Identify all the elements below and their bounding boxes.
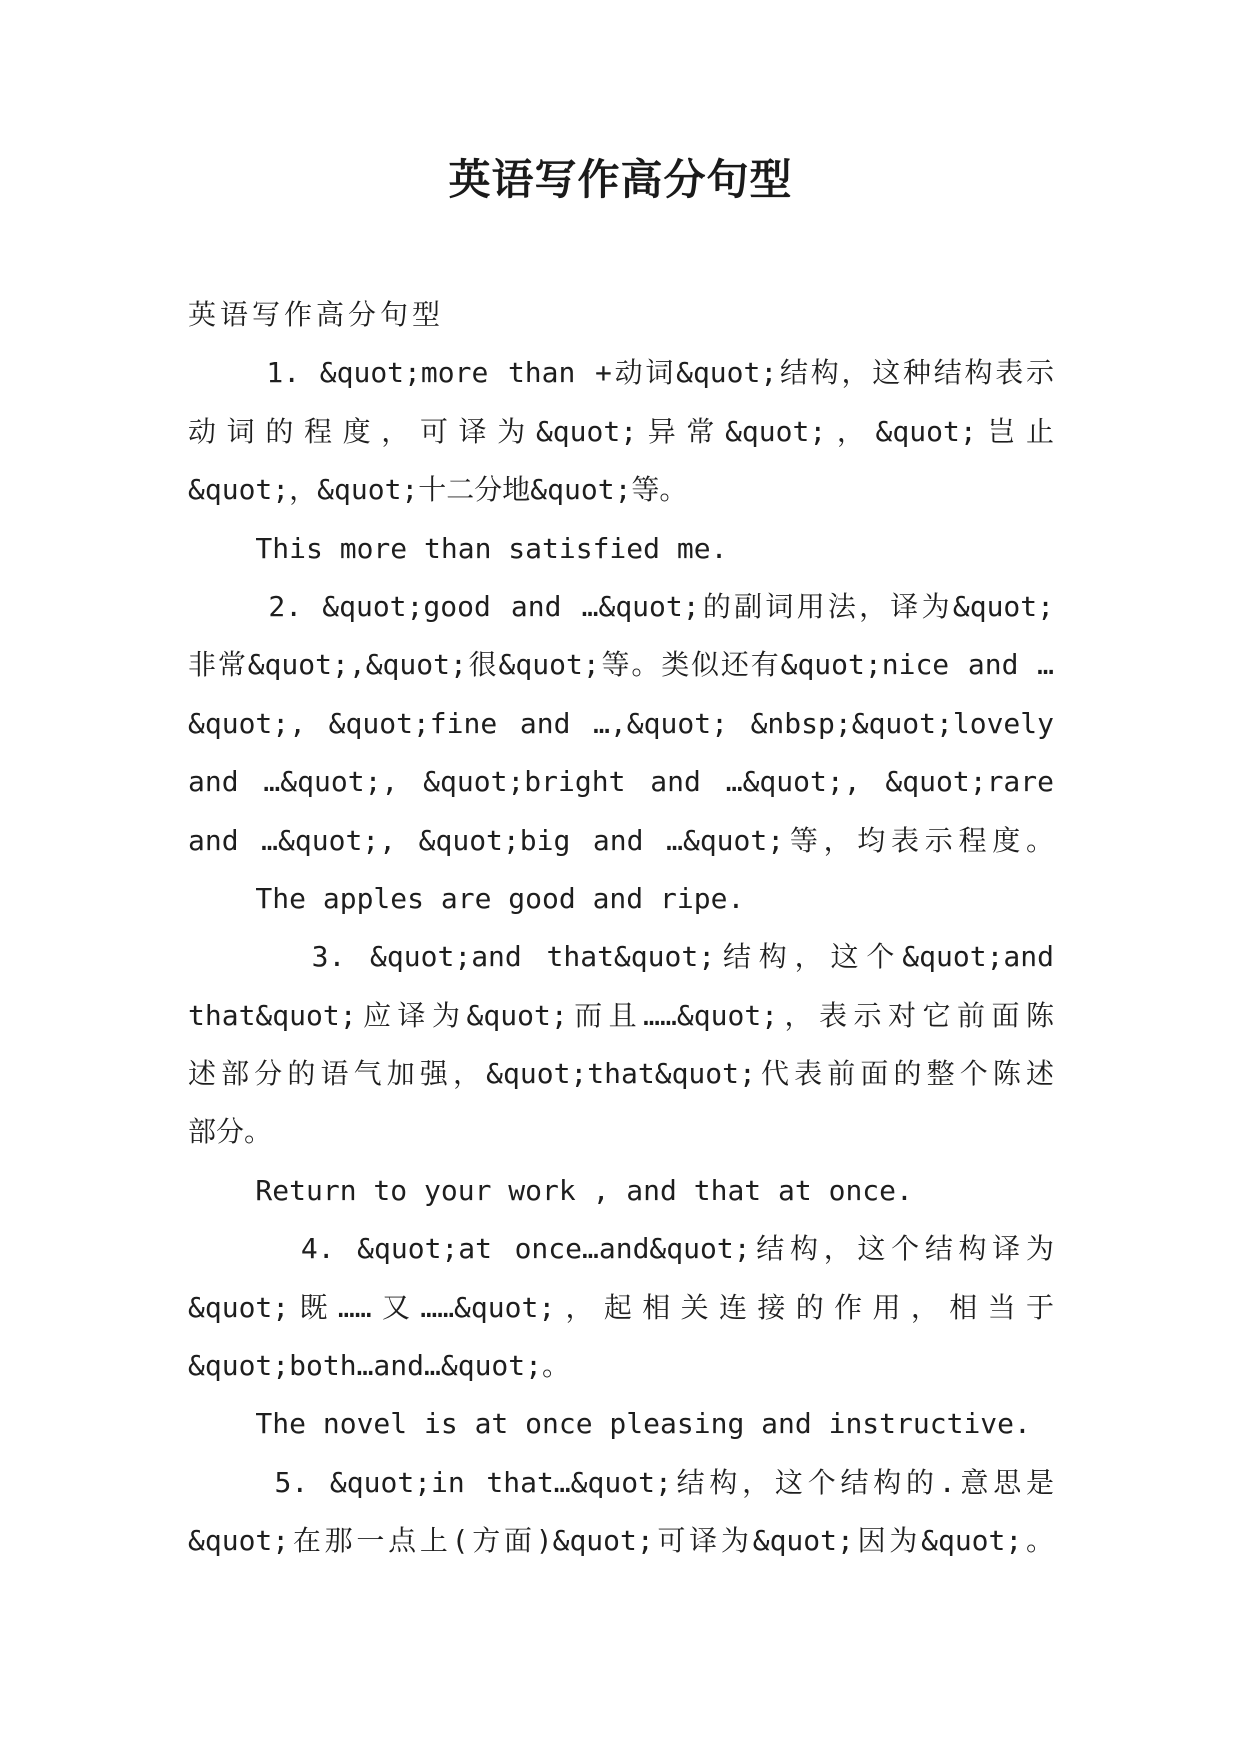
- text-line: &quot;在那一点上(方面)&quot;可译为&quot;因为&quot;。: [188, 1524, 1054, 1558]
- document-subtitle: 英语写作高分句型: [188, 298, 445, 331]
- text-line: 非常&quot;,&quot;很&quot;等。类似还有&quot;nice and …: [188, 648, 1054, 682]
- text-line: This more than satisfied me.: [188, 531, 728, 565]
- text-line: that&quot;应译为&quot;而且……&quot;，表示对它前面陈: [188, 998, 1054, 1032]
- text-line: &quot;，&quot;十二分地&quot;等。: [188, 473, 688, 507]
- text-line: 1. &quot;more than +动词&quot;结构，这种结构表示: [188, 356, 1054, 390]
- text-line: 5. &quot;in that…&quot;结构，这个结构的.意思是: [188, 1465, 1054, 1499]
- text-line: &quot;, &quot;fine and …,&quot; &nbsp;&quot;lovely: [188, 706, 1054, 740]
- document-title: 英语写作高分句型: [448, 155, 793, 204]
- text-line: 部分。: [188, 1115, 273, 1149]
- paragraph-lines: [188, 344, 1054, 1570]
- text-line: and …&quot;, &quot;bright and …&quot;, &quot;rare: [188, 765, 1054, 799]
- text-line: 述部分的语气加强，&quot;that&quot;代表前面的整个陈述: [188, 1057, 1054, 1091]
- text-line: 3. &quot;and that&quot;结构，这个&quot;and: [188, 940, 1054, 974]
- text-line: &quot;both…and…&quot;。: [188, 1349, 571, 1383]
- text-line: 动词的程度，可译为&quot;异常&quot;，&quot;岂止: [188, 414, 1054, 448]
- text-line: The apples are good and ripe.: [188, 881, 745, 915]
- text-line: and …&quot;, &quot;big and …&quot;等，均表示程度。: [188, 823, 1054, 857]
- text-line: &quot;既……又……&quot;，起相关连接的作用，相当于: [188, 1290, 1054, 1324]
- text-line: Return to your work , and that at once.: [188, 1173, 913, 1207]
- text-line: 2. &quot;good and …&quot;的副词用法，译为&quot;: [188, 589, 1054, 623]
- document-body: [188, 286, 1054, 1571]
- text-line: The novel is at once pleasing and instructive.: [188, 1407, 1031, 1441]
- text-line: 4. &quot;at once…and&quot;结构，这个结构译为: [188, 1232, 1054, 1266]
